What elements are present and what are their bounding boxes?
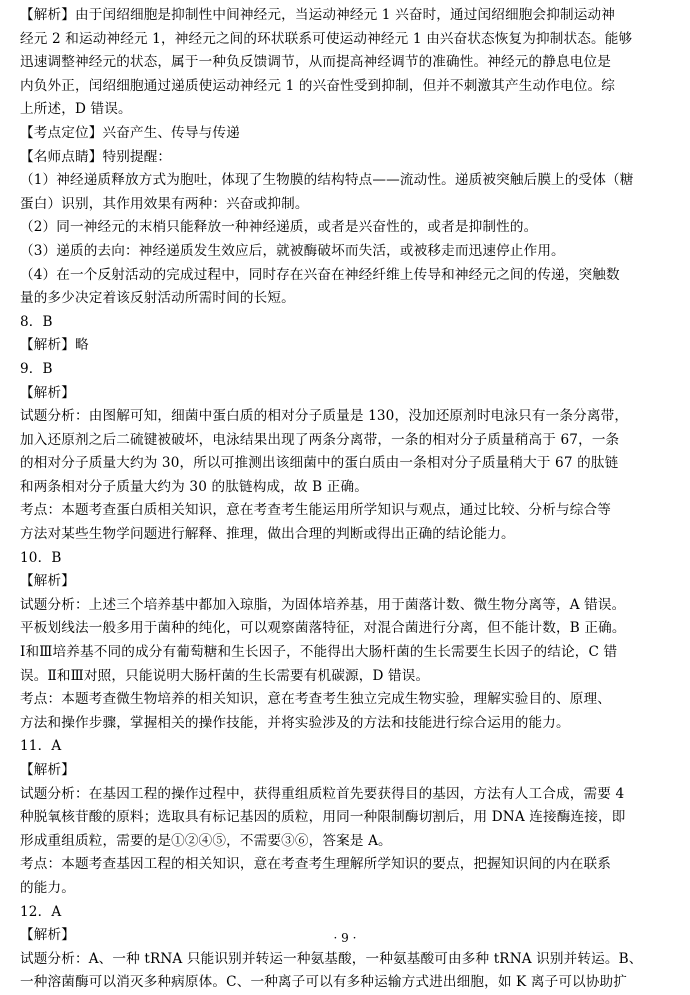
text-line: 10．B [20,549,62,566]
text-line: 一种溶菌酶可以消灭多种病原体。C、一种离子可以有多种运输方式进出细胞，如 K 离子可以协助扩 [20,974,628,991]
text-line: 考点：本题考查基因工程的相关知识，意在考查考生理解所学知识的要点，把握知识间的内在联系 [20,856,611,873]
text-line: 【名师点睛】特别提醒： [20,148,172,165]
text-line: 考点：本题考查蛋白质相关知识，意在考查考生能运用所学知识与观点，通过比较、分析与综合等 [20,502,611,519]
text-line: Ⅰ和Ⅲ培养基不同的成分有葡萄糖和生长因子，不能得出大肠杆菌的生长需要生长因子的结论，C 错 [20,644,618,661]
text-line: 的相对分子质量大约为 30，所以可推测出该细菌中的蛋白质由一条相对分子质量稍大于 67 的肽链 [20,455,619,472]
text-line: 量的多少决定着该反射活动所需时间的长短。 [20,290,295,307]
text-line: 【解析】略 [20,337,89,354]
text-line: 【解析】 [20,573,75,590]
text-line: 形成重组质粒，需要的是①②④⑤，不需要③⑥，答案是 A。 [20,832,392,849]
text-line: 上所述，D 错误。 [20,101,132,118]
text-line: 种脱氧核苷酸的原料；选取具有标记基因的质粒，用同一种限制酶切割后，用 DNA 连接酶连接，即 [20,809,626,826]
text-line: 迅速调整神经元的状态，属于一种负反馈调节，从而提高神经调节的准确性。神经元的静息电位是 [20,54,611,71]
text-line: 12．A [20,903,62,920]
text-line: （3）递质的去向：神经递质发生效应后，就被酶破坏而失活，或被移走而迅速停止作用。 [20,242,565,259]
text-line: 8．B [20,313,53,330]
text-line: 试题分析：由图解可知，细菌中蛋白质的相对分子质量是 130，没加还原剂时电泳只有一条分离带， [20,408,629,425]
text-line: 和两条相对分子质量大约为 30 的肽链构成，故 B 正确。 [20,478,368,495]
text-line: 试题分析：A、一种 tRNA 只能识别并转运一种氨基酸，一种氨基酸可由多种 tRNA 识别并转运。B、 [20,950,643,967]
text-line: 方法对某些生物学问题进行解释、推理，做出合理的判断或得出正确的结论能力。 [20,526,515,543]
text-line: 方法和操作步骤，掌握相关的操作技能，并将实验涉及的方法和技能进行综合运用的能力。 [20,714,570,731]
text-line: 【解析】 [20,927,75,944]
text-line: （1）神经递质释放方式为胞吐，体现了生物膜的结构特点——流动性。递质被突触后膜上的受体（糖 [20,172,634,189]
text-line: 考点：本题考查微生物培养的相关知识，意在考查考生独立完成生物实验，理解实验目的、原理、 [20,691,611,708]
text-line: 9．B [20,360,53,377]
page-number: · 9 · [333,931,357,945]
text-line: 蛋白）识别，其作用效果有两种：兴奋或抑制。 [20,195,309,212]
text-line: 平板划线法一般多用于菌种的纯化，可以观察菌落特征，对混合菌进行分离，但不能计数，B 正确。 [20,620,626,637]
text-line: 【解析】由于闰绍细胞是抑制性中间神经元，当运动神经元 1 兴奋时，通过闰绍细胞会抑制运动神 [20,7,615,23]
text-line: 加入还原剂之后二硫键被破坏，电泳结果出现了两条分离带，一条的相对分子质量稍高于 67，一条 [20,431,620,448]
text-line: （4）在一个反射活动的完成过程中，同时存在兴奋在神经纤维上传导和神经元之间的传递，突触数 [20,266,620,283]
text-line: （2）同一神经元的末梢只能释放一种神经递质，或者是兴奋性的，或者是抑制性的。 [20,219,538,236]
text-line: 【考点定位】兴奋产生、传导与传递 [20,124,240,141]
document-page [20,4,670,995]
text-line: 经元 2 和运动神经元 1，神经元之间的环状联系可使运动神经元 1 由兴奋状态恢复为抑制状态。能够 [20,30,633,47]
text-line: 内负外正，闰绍细胞通过递质使运动神经元 1 的兴奋性受到抑制，但并不刺激其产生动作电位。综 [20,77,615,94]
text-line: 试题分析：上述三个培养基中都加入琼脂，为固体培养基，用于菌落计数、微生物分离等，A 错误。 [20,596,626,613]
text-line: 11．A [20,738,62,755]
text-line: 的能力。 [20,879,75,896]
text-line: 【解析】 [20,762,75,778]
text-line: 误。Ⅱ和Ⅲ对照，只能说明大肠杆菌的生长需要有机碳源，D 错误。 [20,667,430,684]
text-line: 试题分析：在基因工程的操作过程中，获得重组质粒首先要获得目的基因，方法有人工合成，需要 4 [20,785,625,802]
text-line: 【解析】 [20,384,75,401]
